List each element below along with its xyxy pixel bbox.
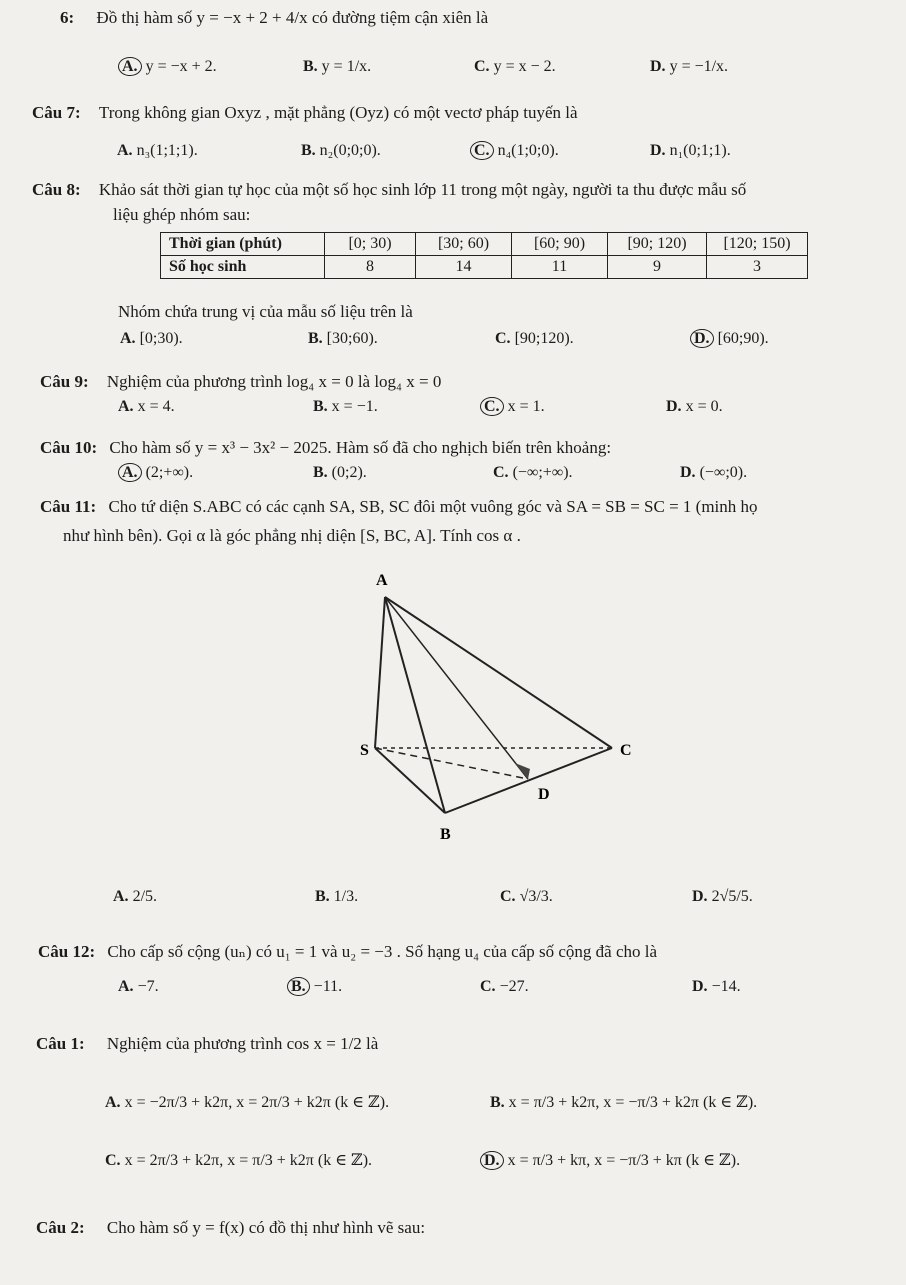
option-a[interactable] bbox=[105, 1092, 389, 1112]
option-letter: A. bbox=[118, 463, 142, 482]
option-text: [60;90). bbox=[717, 330, 769, 347]
question-6 bbox=[60, 8, 488, 28]
table-cell: 14 bbox=[416, 256, 512, 279]
option-letter: B. bbox=[301, 142, 316, 159]
question-12 bbox=[38, 942, 657, 962]
option-a[interactable] bbox=[118, 398, 175, 416]
option-text: x = 4. bbox=[137, 398, 175, 415]
question-text: Nghiệm của phương trình cos x = 1/2 là bbox=[106, 1034, 379, 1053]
option-b[interactable] bbox=[313, 398, 378, 416]
option-letter: C. bbox=[470, 141, 494, 160]
table-cell: 11 bbox=[512, 256, 608, 279]
option-a[interactable] bbox=[113, 888, 157, 906]
option-letter: D. bbox=[680, 464, 696, 481]
option-text: (−∞;+∞). bbox=[512, 464, 573, 481]
option-text: x = π/3 + kπ, x = −π/3 + kπ (k ∈ ℤ). bbox=[507, 1152, 741, 1169]
question-label: 6: bbox=[60, 8, 75, 27]
option-text: x = −2π/3 + k2π, x = 2π/3 + k2π (k ∈ ℤ). bbox=[124, 1094, 390, 1111]
option-letter: D. bbox=[690, 329, 714, 348]
option-letter: D. bbox=[650, 142, 666, 159]
question-text: Cho hàm số y = x³ − 3x² − 2025. Hàm số đã cho nghịch biến trên khoảng: bbox=[109, 438, 612, 457]
option-text: x = π/3 + k2π, x = −π/3 + k2π (k ∈ ℤ). bbox=[508, 1094, 758, 1111]
vertex-label-d: D bbox=[538, 786, 550, 803]
option-b[interactable] bbox=[287, 978, 342, 996]
vertex-label-a: A bbox=[376, 572, 388, 589]
option-letter: B. bbox=[490, 1094, 505, 1111]
table-row bbox=[161, 233, 808, 256]
option-letter: C. bbox=[474, 58, 490, 75]
option-letter: D. bbox=[692, 978, 708, 995]
question-1 bbox=[36, 1034, 378, 1054]
edge-sa bbox=[375, 597, 385, 748]
question-text: Cho tứ diện S.ABC có các cạnh SA, SB, SC đôi một vuông góc và SA = SB = SC = 1 (minh họ bbox=[108, 497, 758, 516]
option-text: 2√5/5. bbox=[711, 888, 753, 905]
option-b[interactable] bbox=[301, 142, 381, 160]
table-cell: [30; 60) bbox=[416, 233, 512, 256]
option-d[interactable] bbox=[650, 142, 731, 160]
option-letter: D. bbox=[480, 1151, 504, 1170]
option-text: −14. bbox=[711, 978, 741, 995]
option-letter: A. bbox=[120, 330, 136, 347]
option-letter: B. bbox=[313, 464, 328, 481]
table-cell: 9 bbox=[608, 256, 707, 279]
option-a[interactable] bbox=[117, 142, 198, 160]
option-text: n₁(0;1;1). bbox=[669, 142, 731, 159]
option-text: −11. bbox=[313, 978, 343, 995]
question-label: Câu 12: bbox=[38, 942, 96, 961]
question-11-line2: như hình bên). Gọi α là góc phẳng nhị diện [S, BC, A]. Tính cos α . bbox=[63, 526, 521, 545]
option-letter: D. bbox=[650, 58, 666, 75]
option-c[interactable] bbox=[474, 58, 556, 76]
option-b[interactable] bbox=[313, 464, 367, 482]
option-c[interactable] bbox=[493, 464, 573, 482]
edge-ac bbox=[385, 597, 612, 748]
option-text: y = 1/x. bbox=[321, 58, 372, 75]
option-text: [30;60). bbox=[326, 330, 378, 347]
option-text: 2/5. bbox=[132, 888, 158, 905]
question-11 bbox=[40, 497, 758, 517]
option-a[interactable] bbox=[118, 58, 217, 76]
option-c[interactable] bbox=[500, 888, 553, 906]
option-text: y = −x + 2. bbox=[145, 58, 217, 75]
table-cell: [90; 120) bbox=[608, 233, 707, 256]
option-letter: B. bbox=[287, 977, 310, 996]
table-cell: [0; 30) bbox=[325, 233, 416, 256]
option-b[interactable] bbox=[490, 1092, 757, 1112]
question-text: Cho hàm số y = f(x) có đồ thị như hình vẽ sau: bbox=[106, 1218, 426, 1237]
table-header: Thời gian (phút) bbox=[161, 233, 325, 256]
option-letter: C. bbox=[495, 330, 511, 347]
question-text: Trong không gian Oxyz , mặt phẳng (Oyz) có một vectơ pháp tuyến là bbox=[98, 103, 578, 122]
vertex-label-c: C bbox=[620, 742, 632, 759]
option-c[interactable] bbox=[480, 978, 529, 996]
option-a[interactable] bbox=[120, 330, 183, 348]
option-letter: C. bbox=[500, 888, 516, 905]
option-text: x = −1. bbox=[331, 398, 378, 415]
option-text: (2;+∞). bbox=[145, 464, 194, 481]
option-d[interactable] bbox=[480, 1150, 740, 1170]
question-label: Câu 1: bbox=[36, 1034, 85, 1053]
question-label: Câu 10: bbox=[40, 438, 98, 457]
option-d[interactable] bbox=[692, 888, 753, 906]
option-b[interactable] bbox=[308, 330, 378, 348]
table-row bbox=[161, 256, 808, 279]
table-cell: 3 bbox=[707, 256, 808, 279]
question-label: Câu 7: bbox=[32, 103, 81, 122]
option-letter: A. bbox=[117, 142, 133, 159]
vertex-label-b: B bbox=[440, 826, 451, 843]
option-text: [0;30). bbox=[139, 330, 183, 347]
option-text: (0;2). bbox=[331, 464, 367, 481]
option-letter: D. bbox=[666, 398, 682, 415]
option-letter: D. bbox=[692, 888, 708, 905]
question-8 bbox=[32, 180, 746, 200]
option-c[interactable] bbox=[495, 330, 574, 348]
edge-sd bbox=[375, 748, 528, 779]
question-2 bbox=[36, 1218, 425, 1238]
tetrahedron-figure bbox=[340, 565, 650, 850]
option-text: y = x − 2. bbox=[493, 58, 556, 75]
table-header: Số học sinh bbox=[161, 256, 325, 279]
option-b[interactable] bbox=[303, 58, 371, 76]
edge-ad bbox=[385, 597, 528, 779]
table-cell: 8 bbox=[325, 256, 416, 279]
question-8-prompt: Nhóm chứa trung vị của mẫu số liệu trên là bbox=[118, 302, 413, 321]
option-letter: A. bbox=[105, 1094, 121, 1111]
option-c[interactable] bbox=[480, 398, 545, 416]
option-text: x = 2π/3 + k2π, x = π/3 + k2π (k ∈ ℤ). bbox=[124, 1152, 373, 1169]
question-text: Đồ thị hàm số y = −x + 2 + 4/x có đường tiệm cận xiên là bbox=[96, 8, 489, 27]
table-cell: [120; 150) bbox=[707, 233, 808, 256]
option-text: x = 1. bbox=[507, 398, 545, 415]
question-7 bbox=[32, 103, 578, 123]
option-b[interactable] bbox=[315, 888, 358, 906]
option-text: n₄(1;0;0). bbox=[497, 142, 559, 159]
option-text: x = 0. bbox=[685, 398, 723, 415]
question-text: Cho cấp số cộng (uₙ) có u₁ = 1 và u₂ = −3 . Số hạng u₄ của cấp số cộng đã cho là bbox=[107, 942, 658, 961]
option-d[interactable] bbox=[680, 464, 747, 482]
option-c[interactable] bbox=[470, 142, 559, 160]
question-9 bbox=[40, 372, 441, 392]
option-letter: B. bbox=[303, 58, 318, 75]
question-8-line2: liệu ghép nhóm sau: bbox=[113, 205, 251, 224]
option-a[interactable] bbox=[118, 978, 159, 996]
option-letter: B. bbox=[308, 330, 323, 347]
vertex-label-s: S bbox=[360, 742, 369, 759]
option-letter: A. bbox=[113, 888, 129, 905]
question-label: Câu 8: bbox=[32, 180, 81, 199]
option-letter: C. bbox=[493, 464, 509, 481]
question-label: Câu 9: bbox=[40, 372, 89, 391]
question-text: Nghiệm của phương trình log₄ x = 0 là log₄ x = 0 bbox=[106, 372, 442, 391]
option-d[interactable] bbox=[692, 978, 741, 996]
option-text: −7. bbox=[137, 978, 159, 995]
question-text: Khảo sát thời gian tự học của một số học sinh lớp 11 trong một ngày, người ta thu được mẫu số bbox=[98, 180, 747, 199]
option-letter: C. bbox=[480, 397, 504, 416]
edge-sb bbox=[375, 748, 445, 813]
option-text: −27. bbox=[499, 978, 529, 995]
option-letter: B. bbox=[313, 398, 328, 415]
option-letter: B. bbox=[315, 888, 330, 905]
edge-bc bbox=[445, 748, 612, 813]
question-label: Câu 2: bbox=[36, 1218, 85, 1237]
question-label: Câu 11: bbox=[40, 497, 97, 516]
option-text: n₂(0;0;0). bbox=[319, 142, 381, 159]
option-text: y = −1/x. bbox=[669, 58, 729, 75]
option-text: n₃(1;1;1). bbox=[136, 142, 198, 159]
option-text: 1/3. bbox=[333, 888, 359, 905]
option-d[interactable] bbox=[650, 58, 728, 76]
option-text: (−∞;0). bbox=[699, 464, 748, 481]
question-10 bbox=[40, 438, 611, 458]
option-a[interactable] bbox=[118, 464, 193, 482]
option-letter: C. bbox=[105, 1152, 121, 1169]
edge-ab bbox=[385, 597, 445, 813]
data-table bbox=[160, 232, 808, 279]
option-letter: A. bbox=[118, 398, 134, 415]
option-letter: A. bbox=[118, 57, 142, 76]
option-c[interactable] bbox=[105, 1150, 372, 1170]
option-text: √3/3. bbox=[519, 888, 553, 905]
option-d[interactable] bbox=[666, 398, 723, 416]
option-text: [90;120). bbox=[514, 330, 574, 347]
table-cell: [60; 90) bbox=[512, 233, 608, 256]
option-letter: C. bbox=[480, 978, 496, 995]
option-d[interactable] bbox=[690, 330, 769, 348]
option-letter: A. bbox=[118, 978, 134, 995]
